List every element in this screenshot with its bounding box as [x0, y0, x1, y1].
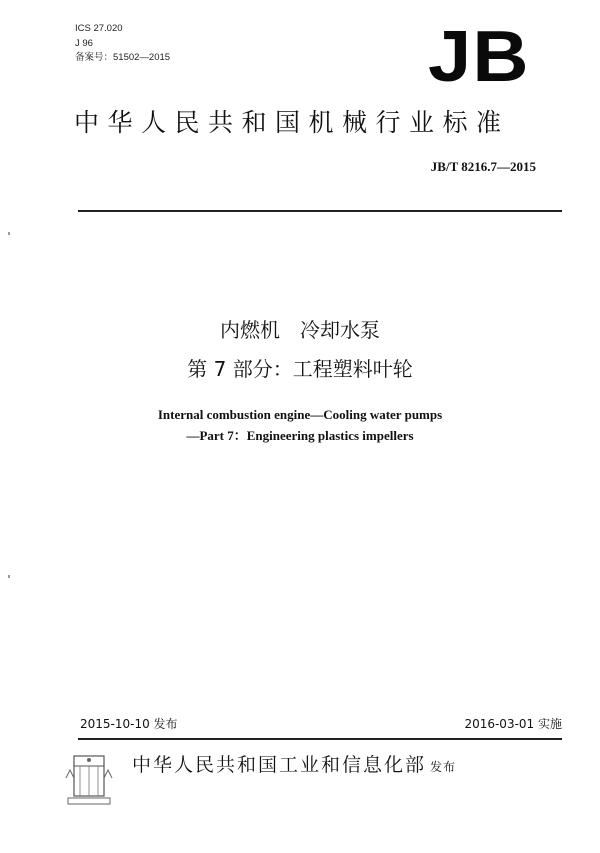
scan-speck	[8, 232, 10, 235]
issuer-name: 中华人民共和国工业和信息化部	[132, 754, 427, 776]
english-title-line-1: Internal combustion engine—Cooling water pumps	[157, 407, 443, 422]
issuer-suffix: 发布	[430, 760, 457, 774]
ministry-emblem-icon	[58, 748, 120, 810]
effective-date: 2016-03-01 实施	[464, 717, 562, 731]
classification-block	[75, 22, 170, 66]
issue-date: 2015-10-10 发布	[80, 717, 178, 731]
issuing-authority	[132, 752, 456, 780]
filing-number: 备案号：51502—2015	[75, 52, 171, 63]
ccs-code: J 96	[75, 37, 93, 49]
bottom-divider	[78, 738, 562, 740]
scan-speck	[8, 575, 10, 578]
industry-standard-title: 中华人民共和国机械行业标准	[74, 108, 510, 137]
ics-code: ICS 27.020	[75, 23, 123, 34]
chinese-title-line-2: 第 7 部分：工程塑料叶轮	[187, 357, 413, 381]
standard-number: JB/T 8216.7—2015	[430, 159, 536, 174]
jb-logo: JB	[428, 17, 530, 97]
english-title-line-2: —Part 7：Engineering plastics impellers	[186, 428, 414, 443]
top-divider	[78, 210, 562, 212]
chinese-title-line-1: 内燃机 冷却水泵	[220, 318, 380, 342]
